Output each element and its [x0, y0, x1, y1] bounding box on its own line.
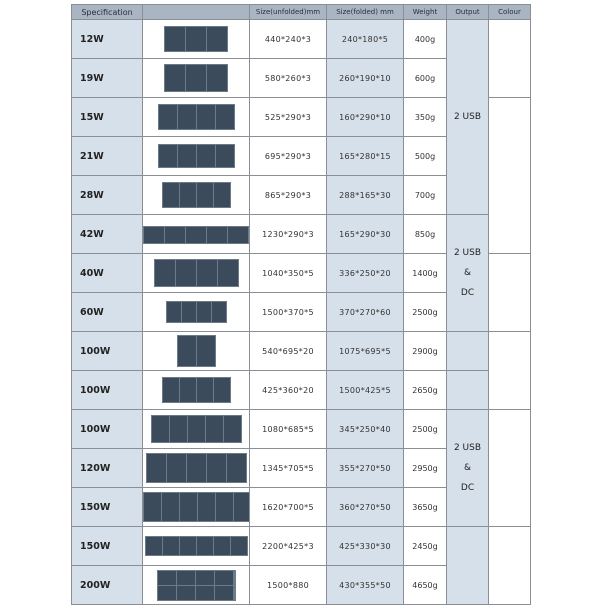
- size-unfolded-cell: 540*695*20: [250, 332, 327, 371]
- colour-cell: [489, 254, 531, 332]
- output-cell: [447, 371, 489, 410]
- header-size-folded: Size(folded) mm: [327, 5, 404, 20]
- colour-cell: [489, 98, 531, 254]
- product-image-cell: [143, 254, 250, 293]
- size-folded-cell: 288*165*30: [327, 176, 404, 215]
- weight-cell: 400g: [404, 20, 447, 59]
- weight-cell: 850g: [404, 215, 447, 254]
- table-row: [72, 410, 531, 449]
- spec-cell: 100W: [72, 332, 143, 371]
- output-cell: [447, 20, 489, 215]
- size-unfolded-cell: 2200*425*3: [250, 527, 327, 566]
- spec-cell: 150W: [72, 488, 143, 527]
- table-row: [72, 371, 531, 410]
- size-folded-cell: 430*355*50: [327, 566, 404, 605]
- solar-panel-image: [157, 570, 236, 601]
- product-image-cell: [143, 293, 250, 332]
- product-image-cell: [143, 59, 250, 98]
- size-folded-cell: 336*250*20: [327, 254, 404, 293]
- table-row: [72, 215, 531, 254]
- weight-cell: 600g: [404, 59, 447, 98]
- size-folded-cell: 425*330*30: [327, 527, 404, 566]
- size-folded-cell: 1075*695*5: [327, 332, 404, 371]
- solar-panel-image: [143, 492, 250, 522]
- product-image-cell: [143, 371, 250, 410]
- weight-cell: 2500g: [404, 410, 447, 449]
- size-unfolded-cell: 695*290*3: [250, 137, 327, 176]
- header-size-unfolded: Size(unfolded)mm: [250, 5, 327, 20]
- colour-cell: [489, 410, 531, 527]
- weight-cell: 500g: [404, 137, 447, 176]
- solar-panel-image: [146, 453, 247, 483]
- colour-cell: [489, 20, 531, 98]
- spec-cell: 28W: [72, 176, 143, 215]
- size-unfolded-cell: 425*360*20: [250, 371, 327, 410]
- size-folded-cell: 165*280*15: [327, 137, 404, 176]
- product-image-cell: [143, 527, 250, 566]
- output-line: DC: [460, 483, 475, 493]
- table-body: [72, 20, 531, 605]
- size-unfolded-cell: 1345*705*5: [250, 449, 327, 488]
- table-row: [72, 20, 531, 59]
- size-folded-cell: 345*250*40: [327, 410, 404, 449]
- product-image-cell: [143, 176, 250, 215]
- product-image-cell: [143, 20, 250, 59]
- weight-cell: 4650g: [404, 566, 447, 605]
- size-unfolded-cell: 525*290*3: [250, 98, 327, 137]
- spec-cell: 60W: [72, 293, 143, 332]
- spec-cell: 100W: [72, 371, 143, 410]
- output-line: 2 USB: [453, 248, 482, 258]
- output-cell: [447, 215, 489, 332]
- weight-cell: 3650g: [404, 488, 447, 527]
- colour-cell: [489, 332, 531, 410]
- product-image-cell: [143, 215, 250, 254]
- size-folded-cell: 160*290*10: [327, 98, 404, 137]
- spec-cell: 19W: [72, 59, 143, 98]
- solar-panel-image: [162, 182, 231, 208]
- output-line: 2 USB: [453, 112, 482, 122]
- solar-panel-image: [151, 415, 242, 443]
- spec-cell: 120W: [72, 449, 143, 488]
- solar-panel-image: [164, 26, 228, 52]
- size-folded-cell: 260*190*10: [327, 59, 404, 98]
- product-image-cell: [143, 449, 250, 488]
- product-image-cell: [143, 137, 250, 176]
- size-unfolded-cell: 865*290*3: [250, 176, 327, 215]
- header-output: Output: [447, 5, 489, 20]
- spec-cell: 15W: [72, 98, 143, 137]
- product-image-cell: [143, 488, 250, 527]
- weight-cell: 2450g: [404, 527, 447, 566]
- header-colour: Colour: [489, 5, 531, 20]
- spec-cell: 150W: [72, 527, 143, 566]
- colour-cell: [489, 527, 531, 605]
- weight-cell: 2650g: [404, 371, 447, 410]
- weight-cell: 700g: [404, 176, 447, 215]
- spec-cell: 100W: [72, 410, 143, 449]
- product-image-cell: [143, 98, 250, 137]
- weight-cell: 2950g: [404, 449, 447, 488]
- solar-panel-image: [177, 335, 216, 367]
- size-unfolded-cell: 1620*700*5: [250, 488, 327, 527]
- output-cell: [447, 527, 489, 605]
- solar-panel-image: [158, 144, 235, 168]
- table-row: [72, 332, 531, 371]
- spec-cell: 200W: [72, 566, 143, 605]
- weight-cell: 1400g: [404, 254, 447, 293]
- weight-cell: 350g: [404, 98, 447, 137]
- solar-panel-image: [162, 377, 231, 403]
- header-row: [72, 5, 531, 20]
- output-line: &: [463, 463, 472, 473]
- header-image: [143, 5, 250, 20]
- output-cell: [447, 332, 489, 371]
- size-unfolded-cell: 1080*685*5: [250, 410, 327, 449]
- solar-panel-image: [145, 536, 248, 556]
- output-cell: [447, 410, 489, 527]
- size-unfolded-cell: 1040*350*5: [250, 254, 327, 293]
- size-unfolded-cell: 580*260*3: [250, 59, 327, 98]
- weight-cell: 2900g: [404, 332, 447, 371]
- table-row: [72, 527, 531, 566]
- output-line: DC: [460, 288, 475, 298]
- weight-cell: 2500g: [404, 293, 447, 332]
- solar-panel-image: [164, 64, 228, 92]
- solar-panel-image: [154, 259, 239, 287]
- spec-cell: 40W: [72, 254, 143, 293]
- size-unfolded-cell: 1500*370*5: [250, 293, 327, 332]
- header-specification: Specification: [72, 5, 143, 20]
- size-folded-cell: 370*270*60: [327, 293, 404, 332]
- size-folded-cell: 165*290*30: [327, 215, 404, 254]
- size-folded-cell: 240*180*5: [327, 20, 404, 59]
- product-image-cell: [143, 410, 250, 449]
- spec-cell: 12W: [72, 20, 143, 59]
- output-line: 2 USB: [453, 443, 482, 453]
- solar-panel-image: [143, 226, 249, 244]
- size-unfolded-cell: 440*240*3: [250, 20, 327, 59]
- size-folded-cell: 355*270*50: [327, 449, 404, 488]
- size-unfolded-cell: 1500*880: [250, 566, 327, 605]
- solar-panel-image: [166, 301, 227, 323]
- size-unfolded-cell: 1230*290*3: [250, 215, 327, 254]
- header-weight: Weight: [404, 5, 447, 20]
- product-image-cell: [143, 566, 250, 605]
- size-folded-cell: 360*270*50: [327, 488, 404, 527]
- spec-cell: 21W: [72, 137, 143, 176]
- product-image-cell: [143, 332, 250, 371]
- output-line: &: [463, 268, 472, 278]
- size-folded-cell: 1500*425*5: [327, 371, 404, 410]
- solar-panel-spec-table: [71, 4, 531, 605]
- solar-panel-image: [158, 104, 235, 130]
- spec-cell: 42W: [72, 215, 143, 254]
